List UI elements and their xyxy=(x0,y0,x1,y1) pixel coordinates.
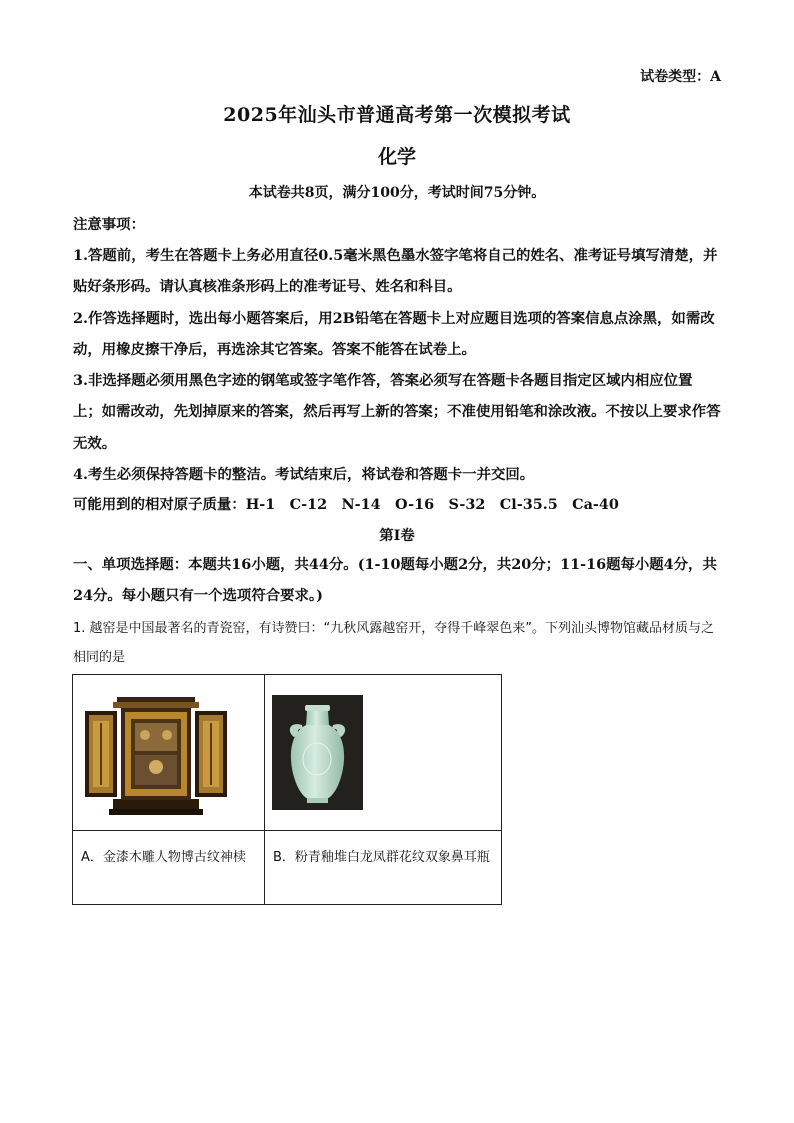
volume-heading: 第I卷 xyxy=(379,527,415,544)
exam-meta: 本试卷共8页，满分100分，考试时间75分钟。 xyxy=(248,185,546,201)
atomic-masses: 可能用到的相对原子质量：H-1 C-12 N-14 O-16 S-32 Cl-35.5 Ca-40 xyxy=(73,496,619,513)
exam-title: 2025年汕头市普通高考第一次模拟考试 xyxy=(223,104,571,126)
option-b-label: B．粉青釉堆白龙凤群花纹双象鼻耳瓶 xyxy=(273,850,490,865)
option-a-cell[interactable] xyxy=(73,831,265,905)
subject-title: 化学 xyxy=(377,146,416,168)
option-b-cell[interactable] xyxy=(265,831,502,905)
question-stem: 1. 越窑是中国最著名的青瓷窑，有诗赞曰：“九秋风露越窑开，夺得千峰翠色来”。下列汕头博物馆藏品材质与之相同的是 xyxy=(73,621,715,665)
celadon-vase-icon xyxy=(272,695,363,810)
vase-photo-frame xyxy=(272,695,363,810)
notice-list xyxy=(73,240,721,490)
notice-heading: 注意事项： xyxy=(73,216,145,233)
notice-item: 1.答题前，考生在答题卡上务必用直径0.5毫米黑色墨水签字笔将自己的姓名、准考证号填写清楚，并贴好条形码。请认真核准条形码上的准考证号、姓名和科目。 xyxy=(73,247,718,296)
section-instructions: 一、单项选择题：本题共16小题，共44分。(1-10题每小题2分，共20分；11-16题每小题4分，共24分。每小题只有一个选项符合要求。) xyxy=(73,556,717,605)
option-a-label: A．金漆木雕人物博古纹神椟 xyxy=(81,850,246,865)
gilded-wood-shrine-icon xyxy=(83,695,229,817)
option-b-image-cell xyxy=(265,675,502,831)
notice-item: 2.作答选择题时，选出每小题答案后，用2B铅笔在答题卡上对应题目选项的答案信息点涂黑，如需改动，用橡皮擦干净后，再选涂其它答案。答案不能答在试卷上。 xyxy=(73,309,715,358)
section-heading xyxy=(73,549,721,612)
notice-item: 4.考生必须保持答题卡的整洁。考试结束后，将试卷和答题卡一并交回。 xyxy=(73,466,535,484)
options-table xyxy=(72,674,502,905)
option-a-image-cell xyxy=(73,675,265,831)
notice-item: 3.非选择题必须用黑色字迹的钢笔或签字笔作答，答案必须写在答题卡各题目指定区域内相应位置上；如需改动，先划掉原来的答案，然后再写上新的答案；不准使用铅笔和涂改液。不按以上要求作答无效。 xyxy=(73,372,721,452)
paper-type: 试卷类型：A xyxy=(640,69,721,85)
question-1 xyxy=(73,614,721,672)
